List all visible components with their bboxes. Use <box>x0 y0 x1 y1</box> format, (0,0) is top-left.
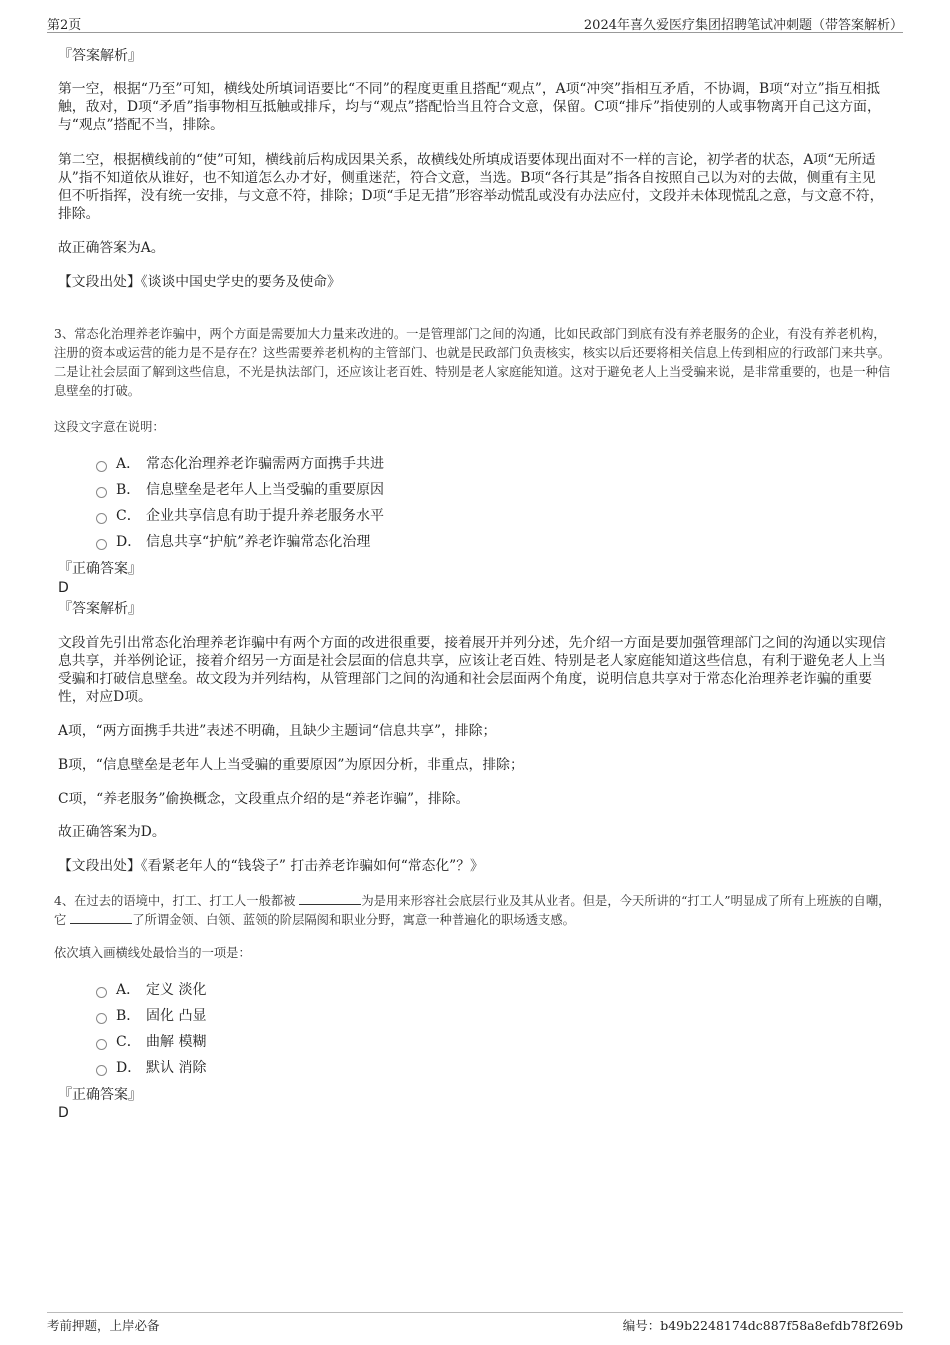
q3-passage: 3、常态化治理养老诈骗中，两个方面是需要加大力量来改进的。一是管理部门之间的沟通，比如民政部门到底有没有养老服务的企业，有没有养老机构，注册的资本或运营的能力是不是存在？这些需要养老机构的主管部门、也就是民政部门负责核实，核实以后还要将相关信息上传到相应的行政部门来共享。二是让社会层面了解到这些信息，不光是执法部门，还应该让老百姓、特别是老人家庭能知道。这对于避免老人上当受骗来说，是非常重要的，也是一种信息壁垒的打破。 <box>54 327 891 398</box>
q3-analysis-a: A项，“两方面携手共进”表述不明确，且缺少主题词“信息共享”，排除； <box>58 723 497 739</box>
radio-button[interactable] <box>96 1065 107 1076</box>
q3-conclusion: 故正确答案为D。 <box>58 824 166 840</box>
q4-option-c[interactable] <box>96 1033 206 1051</box>
document-title: 2024年喜久爱医疗集团招聘笔试冲刺题（带答案解析） <box>583 18 903 33</box>
footer-doc-id: 编号：b49b2248174dc887f58a8efdb78f269b <box>622 1318 903 1333</box>
q3-analysis-label: 『答案解析』 <box>58 601 142 617</box>
option-text: 曲解 模糊 <box>146 1034 207 1050</box>
q3-source: 【文段出处】《看紧老年人的“钱袋子” 打击养老诈骗如何“常态化”？》 <box>58 858 484 874</box>
option-text: 企业共享信息有助于提升养老服务水平 <box>146 508 384 524</box>
q4-option-b[interactable] <box>96 1007 206 1025</box>
option-text: 信息共享“护航”养老诈骗常态化治理 <box>146 534 371 550</box>
option-letter: B． <box>116 1008 141 1024</box>
option-letter: A． <box>116 456 141 472</box>
option-letter: C． <box>116 1034 141 1050</box>
radio-button[interactable] <box>96 513 107 524</box>
q2-source: 【文段出处】《谈谈中国史学史的要务及使命》 <box>58 274 341 290</box>
option-letter: D． <box>116 1060 142 1076</box>
option-letter: D． <box>116 534 142 550</box>
q2-analysis-paragraph-1: 第一空，根据“乃至”可知，横线处所填词语要比“不同”的程度更重且搭配“观点”，A项“冲突”指相互矛盾，不协调，B项“对立”指互相抵触，敌对，D项“矛盾”指事物相互抵触或排斥，均与“观点”搭配恰当且符合文意，保留。C项“排斥”指使别的人或事物离开自己这方面，与“观点”搭配不当，排除。 <box>58 81 881 133</box>
q4-prompt: 依次填入画横线处最恰当的一项是： <box>54 946 251 960</box>
option-text: 常态化治理养老诈骗需两方面携手共进 <box>146 456 384 472</box>
q3-prompt: 这段文字意在说明： <box>54 420 165 434</box>
option-text: 信息壁垒是老年人上当受骗的重要原因 <box>146 482 384 498</box>
q4-passage-part-3: 了所谓金领、白领、蓝领的阶层隔阂和职业分野，寓意一种普遍化的职场透支感。 <box>132 913 575 927</box>
option-letter: B． <box>116 482 141 498</box>
q4-passage <box>54 892 894 930</box>
option-letter: A． <box>116 982 141 998</box>
q3-correct-answer: D <box>58 580 69 596</box>
q4-option-d[interactable] <box>96 1059 206 1077</box>
q3-analysis-b: B项，“信息壁垒是老年人上当受骗的重要原因”为原因分析，非重点，排除； <box>58 757 524 773</box>
option-letter: C． <box>116 508 141 524</box>
radio-button[interactable] <box>96 461 107 472</box>
q3-analysis-c: C项，“养老服务”偷换概念，文段重点介绍的是“养老诈骗”，排除。 <box>58 791 470 807</box>
q3-analysis-paragraph: 文段首先引出常态化治理养老诈骗中有两个方面的改进很重要，接着展开并列分述，先介绍一方面是要加强管理部门之间的沟通以实现信息共享，并举例论证，接着介绍另一方面是社会层面的信息共享，应该让老百姓、特别是老人家庭能知道这些信息，有利于避免老人上当受骗和打破信息壁垒。故文段为并列结构，从管理部门之间的沟通和社会层面两个角度，说明信息共享对于常态化治理养老诈骗的重要性，对应D项。 <box>58 635 886 705</box>
option-text: 固化 凸显 <box>146 1008 207 1024</box>
radio-button[interactable] <box>96 539 107 550</box>
radio-button[interactable] <box>96 487 107 498</box>
radio-button[interactable] <box>96 1039 107 1050</box>
q2-analysis-label: 『答案解析』 <box>58 48 142 64</box>
q3-option-d[interactable] <box>96 533 370 551</box>
q4-correct-answer: D <box>58 1105 69 1121</box>
fill-blank-2 <box>70 911 132 924</box>
page-footer <box>47 1312 903 1335</box>
q4-correct-label: 『正确答案』 <box>58 1087 142 1103</box>
q2-analysis-paragraph-2: 第二空，根据横线前的“使”可知，横线前后构成因果关系，故横线处所填成语要体现出面对不一样的言论，初学者的状态，A项“无所适从”指不知道依从谁好，也不知道怎么办才好，侧重迷茫，符合文意，当选。B项“各行其是”指各自按照自己以为对的去做，侧重有主见但不听指挥，没有统一安排，与文意不符，排除；D项“手足无措”形容举动慌乱或没有办法应付，文段并未体现慌乱之意，与文意不符，排除。 <box>58 152 884 222</box>
option-text: 定义 淡化 <box>146 982 207 998</box>
q3-option-b[interactable] <box>96 481 384 499</box>
q3-option-a[interactable] <box>96 455 384 473</box>
radio-button[interactable] <box>96 1013 107 1024</box>
footer-slogan: 考前押题，上岸必备 <box>47 1318 160 1333</box>
radio-button[interactable] <box>96 987 107 998</box>
q2-conclusion: 故正确答案为A。 <box>58 240 165 256</box>
page-number: 第2页 <box>47 18 82 33</box>
q4-passage-part-1: 4、在过去的语境中，打工、打工人一般都被 <box>54 894 300 908</box>
page-header <box>47 14 903 33</box>
option-text: 默认 消除 <box>146 1060 207 1076</box>
q3-option-c[interactable] <box>96 507 384 525</box>
fill-blank-1 <box>299 892 361 905</box>
q4-passage-part-2: 为是用来形容社会底层行业及其从业者。但是，今天所讲的“打工人”明显成了所有上班族的自嘲，它 <box>54 894 891 927</box>
q3-correct-label: 『正确答案』 <box>58 561 142 577</box>
q4-option-a[interactable] <box>96 981 206 999</box>
